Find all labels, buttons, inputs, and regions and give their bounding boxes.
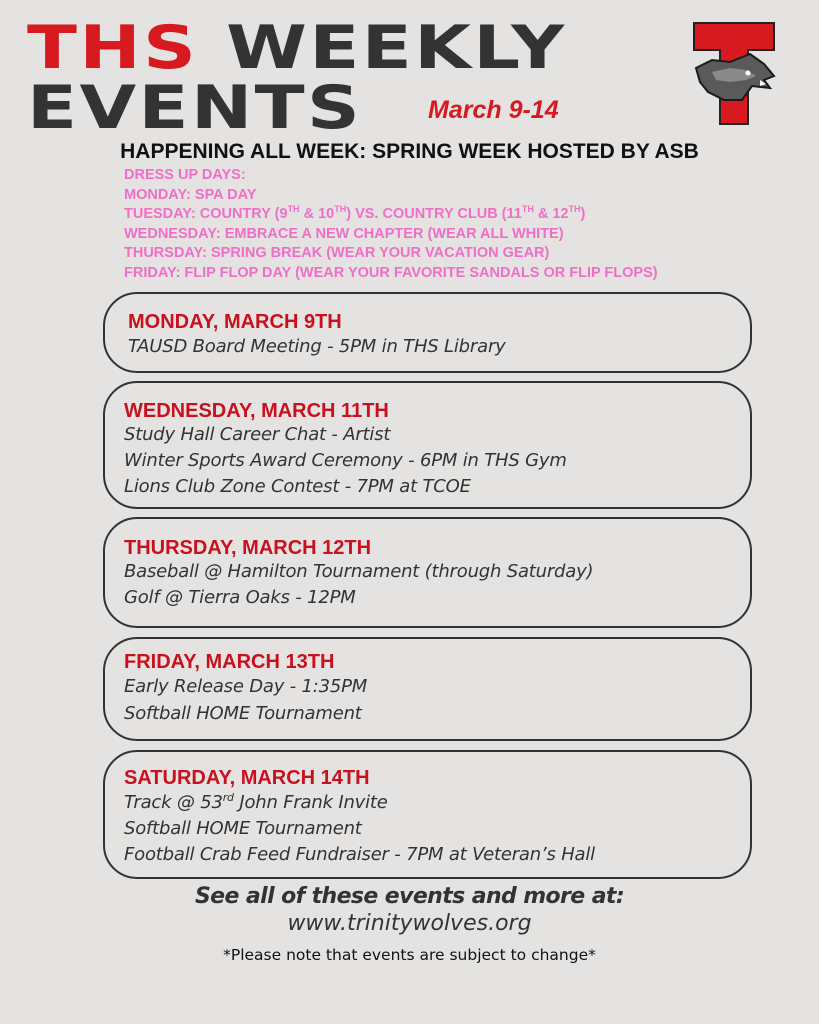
thursday-event-1: Baseball @ Hamilton Tournament (through Saturday) [124,561,594,582]
disclaimer-note: *Please note that events are subject to change* [223,946,596,964]
title-line-1 [27,13,567,83]
friday-event-2: Softball HOME Tournament [124,703,362,724]
dress-up-monday: MONDAY: SPA DAY [124,186,257,203]
logo-letter: T [732,42,736,47]
wolf-logo-icon [690,20,778,128]
dress-up-wednesday: WEDNESDAY: EMBRACE A NEW CHAPTER (WEAR ALL WHITE) [124,225,564,242]
monday-event-1: TAUSD Board Meeting - 5PM in THS Library [128,336,506,357]
thursday-event-2: Golf @ Tierra Oaks - 12PM [124,587,356,608]
thursday-title: THURSDAY, MARCH 12TH [124,537,372,559]
title-events: EVENTS [27,73,363,143]
saturday-event-2: Softball HOME Tournament [124,818,362,839]
wednesday-title: WEDNESDAY, MARCH 11TH [124,400,389,422]
dress-up-heading: DRESS UP DAYS: [124,167,246,183]
title-weekly: WEEKLY [226,13,567,83]
saturday-event-3: Football Crab Feed Fundraiser - 7PM at Veteran’s Hall [124,844,595,865]
wednesday-event-3: Lions Club Zone Contest - 7PM at TCOE [124,476,471,497]
dress-up-tuesday: TUESDAY: COUNTRY (9TH & 10TH) VS. COUNTRY CLUB (11TH & 12TH) [124,204,586,223]
friday-title: FRIDAY, MARCH 13TH [124,651,335,673]
date-range: March 9-14 [428,96,559,124]
footer-cta: See all of these events and more at: [194,884,625,909]
wednesday-event-2: Winter Sports Award Ceremony - 6PM in THS Gym [124,450,567,471]
dress-up-thursday: THURSDAY: SPRING BREAK (WEAR YOUR VACATION GEAR) [124,245,550,262]
monday-title: MONDAY, MARCH 9TH [128,311,342,333]
website-link[interactable]: www.trinitywolves.org [287,911,532,936]
friday-event-1: Early Release Day - 1:35PM [124,676,368,697]
title-ths: THS [27,13,199,83]
saturday-title: SATURDAY, MARCH 14TH [124,767,370,789]
dress-up-friday: FRIDAY: FLIP FLOP DAY (WEAR YOUR FAVORITE SANDALS OR FLIP FLOPS) [124,264,658,281]
dress-up-list [124,166,658,284]
wednesday-event-1: Study Hall Career Chat - Artist [124,424,391,445]
saturday-event-1: Track @ 53rd John Frank Invite [124,791,388,813]
subtitle: HAPPENING ALL WEEK: SPRING WEEK HOSTED BY ASB [120,140,699,163]
